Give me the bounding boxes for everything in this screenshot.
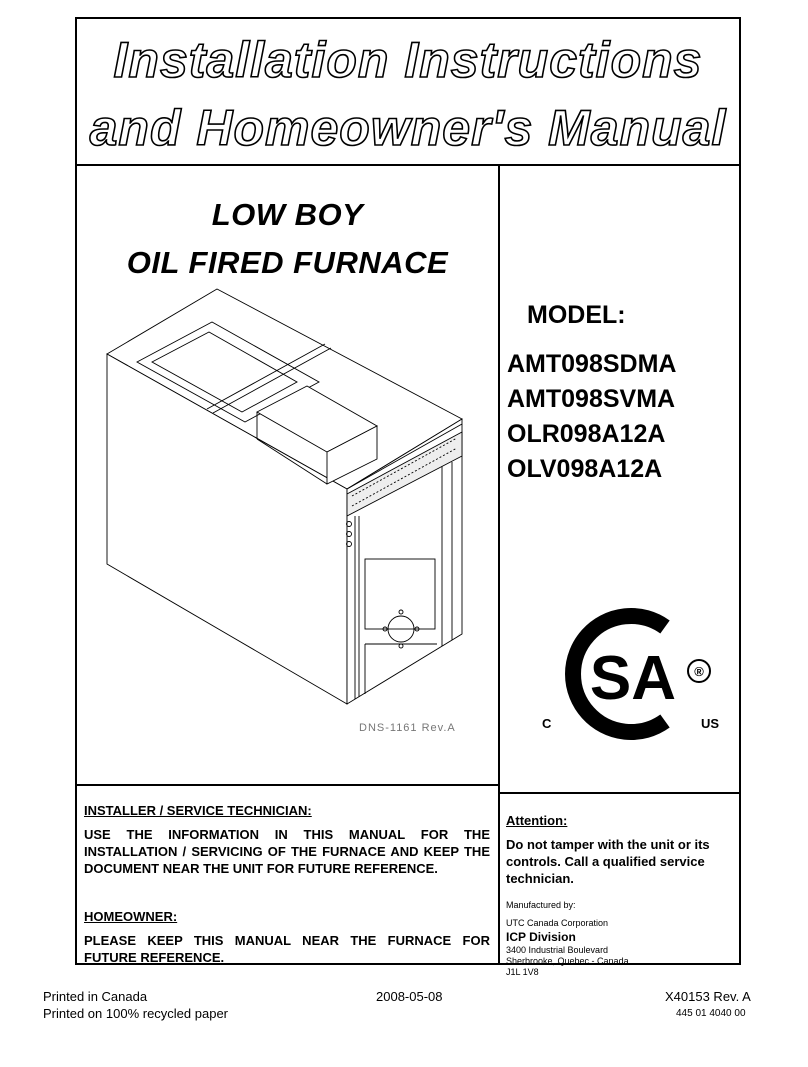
column-divider bbox=[498, 164, 500, 965]
footer-part-number: 445 01 4040 00 bbox=[676, 1008, 746, 1019]
csa-certification-logo bbox=[547, 599, 727, 749]
homeowner-body: PLEASE KEEP THIS MANUAL NEAR THE FURNACE FOR FUTURE REFERENCE. bbox=[84, 933, 490, 965]
model-number: AMT098SDMA bbox=[507, 350, 677, 378]
model-number: OLR098A12A bbox=[507, 420, 666, 448]
furnace-illustration bbox=[97, 284, 477, 734]
csa-label-us: US bbox=[701, 716, 720, 731]
model-number: AMT098SVMA bbox=[507, 385, 676, 413]
installer-heading: INSTALLER / SERVICE TECHNICIAN: bbox=[84, 803, 312, 818]
title-line-2: and Homeowner's Manual bbox=[89, 100, 727, 156]
csa-label-c: C bbox=[542, 716, 552, 731]
csa-mark: SA bbox=[589, 644, 677, 713]
left-section-divider bbox=[77, 784, 498, 786]
manufactured-by-label: Manufactured by: bbox=[506, 900, 576, 910]
manufacturer-address-2: Sherbrooke, Quebec - Canada bbox=[506, 956, 629, 966]
footer-doc-number: X40153 Rev. A bbox=[665, 989, 751, 1004]
right-section-divider bbox=[500, 792, 741, 794]
manufacturer-corp: UTC Canada Corporation bbox=[506, 918, 609, 928]
installer-body: USE THE INFORMATION IN THIS MANUAL FOR THE INSTALLATION / SERVICING OF THE FURNACE AND KEEP THE DOCUMENT NEAR THE UNIT FOR FUTURE REFERENCE. bbox=[84, 827, 490, 876]
product-title-line-2: OIL FIRED FURNACE bbox=[126, 245, 449, 280]
model-number-list bbox=[507, 347, 676, 487]
homeowner-heading: HOMEOWNER: bbox=[84, 909, 178, 924]
footer-recycled: Printed on 100% recycled paper bbox=[43, 1006, 229, 1021]
manufacturer-postal: J1L 1V8 bbox=[506, 967, 539, 977]
footer-date: 2008-05-08 bbox=[376, 989, 443, 1004]
title-banner bbox=[77, 19, 739, 166]
drawing-reference: DNS-1161 Rev.A bbox=[359, 722, 456, 734]
manual-cover-frame bbox=[75, 17, 741, 977]
model-label: MODEL: bbox=[527, 301, 626, 329]
title-line-1: Installation Instructions bbox=[113, 32, 703, 88]
registered-mark: ® bbox=[694, 664, 704, 679]
attention-body: Do not tamper with the unit or its controls. Call a qualified service technician. bbox=[506, 837, 710, 886]
footer-printed-in: Printed in Canada bbox=[43, 989, 148, 1004]
manufacturer-division: ICP Division bbox=[506, 930, 576, 944]
model-number: OLV098A12A bbox=[507, 455, 663, 483]
manufacturer-address-1: 3400 Industrial Boulevard bbox=[506, 945, 609, 955]
product-title-line-1: LOW BOY bbox=[211, 197, 364, 232]
attention-heading: Attention: bbox=[506, 813, 568, 828]
